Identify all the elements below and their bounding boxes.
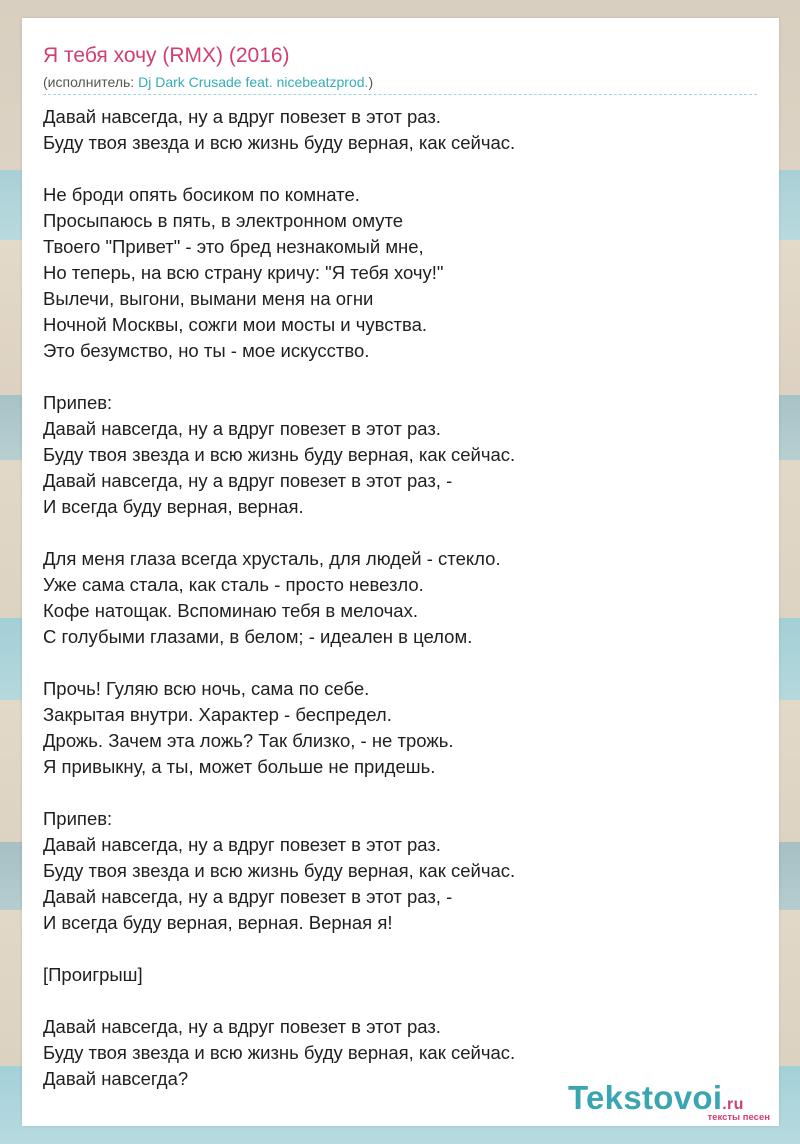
lyric-line: И всегда буду верная, верная. <box>43 496 304 517</box>
lyric-line: Давай навсегда, ну а вдруг повезет в этот раз. <box>43 418 441 439</box>
lyric-line: С голубыми глазами, в белом; - идеален в целом. <box>43 626 473 647</box>
lyric-line: Кофе натощак. Вспоминаю тебя в мелочах. <box>43 600 418 621</box>
lyric-line: Давай навсегда, ну а вдруг повезет в этот раз. <box>43 106 441 127</box>
lyric-line: Я привыкну, а ты, может больше не придешь. <box>43 756 436 777</box>
lyrics-card <box>22 18 779 1126</box>
stanza-gap <box>43 650 515 676</box>
stanza-gap <box>43 520 515 546</box>
lyric-line: Ночной Москвы, сожги мои мосты и чувства. <box>43 314 428 335</box>
stanza-gap <box>43 364 515 390</box>
lyric-line: Буду твоя звезда и всю жизнь буду верная, как сейчас. <box>43 860 516 881</box>
stanza-gap <box>43 780 515 806</box>
lyric-line: Закрытая внутри. Характер - беспредел. <box>43 704 392 725</box>
lyric-line: Но теперь, на всю страну кричу: "Я тебя хочу!" <box>43 262 444 283</box>
lyric-line: Твоего "Привет" - это бред незнакомый мне, <box>43 236 424 257</box>
lyric-line: Дрожь. Зачем эта ложь? Так близко, - не трожь. <box>43 730 454 751</box>
artist-link[interactable]: Dj Dark Crusade feat. nicebeatzprod. <box>138 74 369 90</box>
lyric-line: Прочь! Гуляю всю ночь, сама по себе. <box>43 678 370 699</box>
site-logo[interactable] <box>568 1079 774 1121</box>
lyric-line: Давай навсегда, ну а вдруг повезет в этот раз, - <box>43 886 453 907</box>
title-divider <box>43 94 757 95</box>
lyric-line: Припев: <box>43 808 113 829</box>
logo-tagline: тексты песен <box>707 1112 770 1123</box>
lyrics-text <box>43 104 515 1092</box>
song-title: Я тебя хочу (RMX) (2016) <box>43 44 290 67</box>
stanza-gap <box>43 156 515 182</box>
lyric-line: Буду твоя звезда и всю жизнь буду верная, как сейчас. <box>43 444 516 465</box>
lyric-line: Давай навсегда? <box>43 1068 189 1089</box>
lyric-line: Это безумство, но ты - мое искусство. <box>43 340 370 361</box>
lyric-line: Вылечи, выгони, вымани меня на огни <box>43 288 374 309</box>
lyric-line: Буду твоя звезда и всю жизнь буду верная, как сейчас. <box>43 1042 516 1063</box>
artist-suffix: ) <box>368 74 374 90</box>
lyric-line: Не броди опять босиком по комнате. <box>43 184 360 205</box>
lyric-line: Для меня глаза всегда хрусталь, для людей - стекло. <box>43 548 501 569</box>
lyric-line: Давай навсегда, ну а вдруг повезет в этот раз. <box>43 1016 441 1037</box>
stanza-gap <box>43 988 515 1014</box>
logo-name: Tekstovoi <box>568 1079 723 1116</box>
lyric-line: Просыпаюсь в пять, в электронном омуте <box>43 210 404 231</box>
lyric-line: Буду твоя звезда и всю жизнь буду верная, как сейчас. <box>43 132 516 153</box>
logo-tld: .ru <box>722 1096 744 1113</box>
lyric-line: Припев: <box>43 392 113 413</box>
lyric-line: Давай навсегда, ну а вдруг повезет в этот раз. <box>43 834 441 855</box>
lyric-line: Уже сама стала, как сталь - просто невезло. <box>43 574 424 595</box>
stanza-gap <box>43 936 515 962</box>
artist-prefix: (исполнитель: <box>43 74 139 90</box>
lyric-line: И всегда буду верная, верная. Верная я! <box>43 912 393 933</box>
lyric-line: Давай навсегда, ну а вдруг повезет в этот раз, - <box>43 470 453 491</box>
lyric-line: [Проигрыш] <box>43 964 143 985</box>
artist-line <box>43 74 373 90</box>
